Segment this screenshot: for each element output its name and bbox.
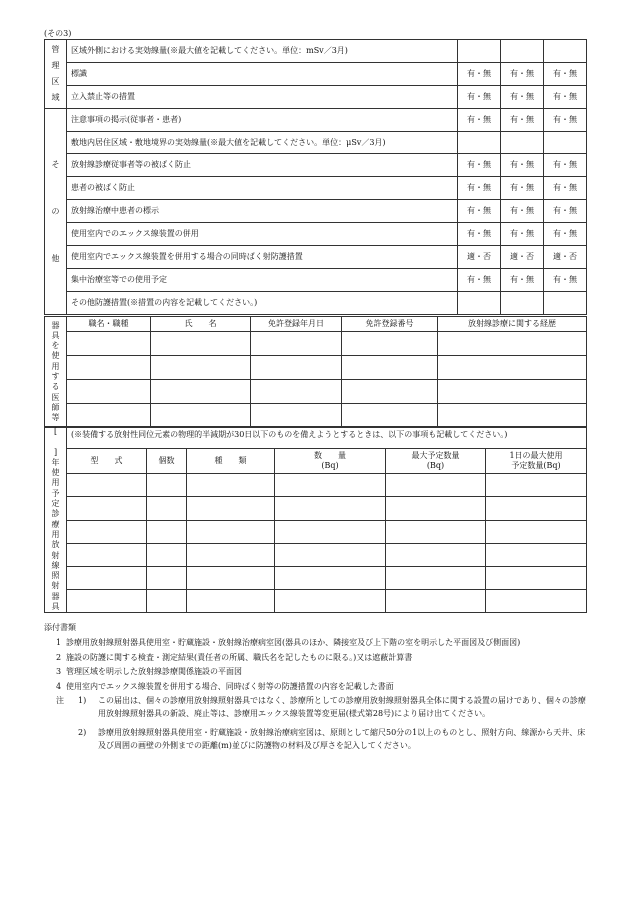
answer-cell[interactable]: 有・無 [458,62,501,85]
physician-number-cell[interactable] [342,404,438,428]
answer-cell[interactable]: 有・無 [544,108,587,131]
answer-cell[interactable]: 有・無 [458,177,501,200]
label-char: 器 [51,591,60,601]
label-char: 予 [51,488,60,498]
attachment-text: 診療用放射線照射器具使用室・貯蔵施設・放射線治療病室図(器具のほか、隣接室及び上下階の室を明示した平面図及び側面図) [66,638,521,647]
item-label: 注意事項の掲示(従事者・患者) [67,108,458,131]
device-cell[interactable] [187,543,275,566]
device-cell[interactable] [275,520,386,543]
label-char [45,437,66,447]
item-label: 区域外側における実効線量(※最大値を記載してください。単位：mSv／3月) [67,40,458,63]
answer-cell[interactable]: 有・無 [501,200,544,223]
label-char: 用 [51,529,60,539]
device-cell[interactable] [67,566,147,589]
item-label: 立入禁止等の措置 [67,85,458,108]
answer-cell[interactable]: 有・無 [501,85,544,108]
label-char: 射 [51,581,60,591]
note-item [44,695,589,720]
answer-cell[interactable] [501,291,544,314]
label-char: 用 [51,361,60,371]
physician-date-cell[interactable] [251,332,342,356]
device-cell[interactable] [187,497,275,520]
physician-number-cell[interactable] [342,356,438,380]
device-cell[interactable] [67,474,147,497]
answer-cell[interactable]: 有・無 [544,85,587,108]
answer-cell[interactable]: 有・無 [458,268,501,291]
label-char: 管 [51,45,60,55]
device-cell[interactable] [67,497,147,520]
item-label: 敷地内居住区域・敷地境界の実効線量(※最大値を記載してください。単位：μSv／3月) [67,131,458,154]
physician-career-cell[interactable] [438,356,587,380]
label-char: 定 [51,499,60,509]
physician-title-cell[interactable] [67,380,151,404]
label-char: 他 [51,253,60,263]
label-char: 照 [51,571,60,581]
answer-cell[interactable]: 有・無 [501,177,544,200]
device-cell[interactable] [147,566,187,589]
physician-name-cell[interactable] [151,404,251,428]
label-char: の [51,206,60,216]
device-cell[interactable] [147,474,187,497]
device-cell[interactable] [275,566,386,589]
physician-number-cell[interactable] [342,332,438,356]
attachment-text: 施設の防護に関する検査・測定結果(責任者の所属、職氏名を記したものに限る。)又は遮蔽計算書 [66,652,413,662]
answer-cell[interactable]: 適・否 [544,246,587,269]
attachment-item [44,681,589,694]
device-cell[interactable] [486,566,587,589]
label-char: 器 [51,320,60,330]
answer-cell[interactable] [458,40,501,63]
label-char: 放 [51,540,60,550]
device-cell[interactable] [386,566,486,589]
col-header-model: 型 式 [67,449,147,474]
device-cell[interactable] [67,543,147,566]
attachment-item [44,637,589,650]
device-cell[interactable] [486,497,587,520]
col-header-count: 個数 [147,449,187,474]
item-label: 患者の被ばく防止 [67,177,458,200]
device-cell[interactable] [386,474,486,497]
item-label: 放射線診療従事者等の被ばく防止 [67,154,458,177]
label-char: す [51,372,60,381]
answer-cell[interactable]: 有・無 [458,200,501,223]
answer-cell[interactable]: 有・無 [544,177,587,200]
answer-cell[interactable] [544,131,587,154]
device-cell[interactable] [486,590,587,613]
physician-date-cell[interactable] [251,356,342,380]
physician-date-cell[interactable] [251,404,342,428]
attachment-item [44,666,589,679]
label-char: 射 [51,550,60,560]
attachments-section [44,622,589,752]
attachment-item [44,652,589,665]
device-cell[interactable] [386,520,486,543]
device-cell[interactable] [187,566,275,589]
label-char: る [51,382,60,392]
answer-cell[interactable]: 有・無 [501,154,544,177]
label-char: 年 [51,457,60,467]
physician-title-cell[interactable] [67,332,151,356]
item-label: 使用室内でエックス線装置を併用する場合の同時ばく射防護措置 [67,246,458,269]
label-char: 域 [51,93,60,103]
physician-title-cell[interactable] [67,356,151,380]
answer-cell[interactable]: 有・無 [501,223,544,246]
device-schedule-table [44,426,587,613]
device-cell[interactable] [275,590,386,613]
physician-side-label [45,317,67,428]
col-header-title: 職名・職種 [67,317,151,332]
attachments-title: 添付書類 [44,623,76,632]
device-cell[interactable] [147,590,187,613]
answer-cell[interactable]: 有・無 [544,200,587,223]
label-char: [ [53,427,58,436]
physician-table [44,316,587,428]
col-header-license-number: 免許登録番号 [342,317,438,332]
other-measures-label [45,108,67,314]
label-char: 等 [51,413,60,423]
answer-cell[interactable] [458,291,501,314]
label-char: 線 [51,560,60,570]
label-char: そ [51,159,60,169]
answer-cell[interactable]: 適・否 [501,246,544,269]
note-text: この届出は、個々の診療用放射線照射器具ではなく、診療所としての診療用放射線照射器具全体に関する設置の届けであり、個々の診療用放射線照射器具の新設、廃止等は、診療用エックス線装置等変更届(様式第28号)により届け出てください。 [98,696,586,718]
device-cell[interactable] [386,543,486,566]
col-header-name: 氏 名 [151,317,251,332]
attachment-number: 1 [56,638,62,647]
note-number: 1) [78,696,87,705]
col-header-type: 種 類 [187,449,275,474]
answer-cell[interactable]: 有・無 [458,223,501,246]
answer-cell[interactable]: 有・無 [544,268,587,291]
item-label: 使用室内でのエックス線装置の併用 [67,223,458,246]
label-char: 区 [51,77,60,87]
attachment-text: 管理区域を明示した放射線診療関係施設の平面図 [66,667,242,676]
device-cell[interactable] [275,497,386,520]
physician-name-cell[interactable] [151,380,251,404]
device-cell[interactable] [275,543,386,566]
col-header-license-date: 免許登録年月日 [251,317,342,332]
col-header-quantity: 数 量 (Bq) [275,449,386,474]
radiation-control-table [44,39,587,315]
col-header-max-quantity: 最大予定数量 (Bq) [386,449,486,474]
attachment-number: 2 [56,652,62,662]
label-char: 師 [51,402,60,412]
answer-cell[interactable]: 有・無 [458,85,501,108]
half-life-note: (※装備する放射性同位元素の物理的半減期が30日以下のものを備えようとするときは、以下の事項も記載してください。) [67,427,587,449]
physician-career-cell[interactable] [438,332,587,356]
label-char: 具 [51,602,60,612]
item-label: 標識 [67,62,458,85]
attachment-text: 使用室内でエックス線装置を併用する場合、同時ばく射等の防護措置の内容を記載した書面 [66,681,394,691]
attachment-number: 4 [56,681,62,691]
device-cell[interactable] [147,520,187,543]
answer-cell[interactable]: 適・否 [458,246,501,269]
device-cell[interactable] [187,590,275,613]
label-char: 使 [51,468,60,478]
device-cell[interactable] [147,497,187,520]
answer-cell[interactable]: 有・無 [458,154,501,177]
note-number: 2) [78,728,87,737]
device-side-label [45,427,67,613]
physician-name-cell[interactable] [151,356,251,380]
label-char: 用 [51,478,60,488]
answer-cell[interactable] [458,131,501,154]
physician-career-cell[interactable] [438,380,587,404]
label-char: 使 [51,351,60,361]
attachment-number: 3 [56,667,62,676]
answer-cell[interactable]: 有・無 [501,108,544,131]
label-char: 療 [51,519,60,529]
col-header-career: 放射線診療に関する経歴 [438,317,587,332]
answer-cell[interactable] [544,291,587,314]
device-cell[interactable] [486,543,587,566]
device-cell[interactable] [187,474,275,497]
answer-cell[interactable]: 有・無 [544,223,587,246]
label-char: 診 [51,509,60,519]
page-header: (その3) [44,29,72,38]
note-item [44,727,589,752]
label-char: 具 [51,330,60,340]
physician-date-cell[interactable] [251,380,342,404]
device-cell[interactable] [187,520,275,543]
device-cell[interactable] [147,543,187,566]
answer-cell[interactable] [544,40,587,63]
answer-cell[interactable] [501,40,544,63]
item-label: その他防護措置(※措置の内容を記載してください。) [67,291,458,314]
device-cell[interactable] [486,474,587,497]
answer-cell[interactable]: 有・無 [501,268,544,291]
note-label: 注 [56,696,64,705]
label-char: ] [53,447,58,457]
item-label: 集中治療室等での使用予定 [67,268,458,291]
physician-number-cell[interactable] [342,380,438,404]
answer-cell[interactable]: 有・無 [501,62,544,85]
answer-cell[interactable] [501,131,544,154]
physician-title-cell[interactable] [67,404,151,428]
physician-career-cell[interactable] [438,404,587,428]
device-cell[interactable] [486,520,587,543]
device-cell[interactable] [386,497,486,520]
device-cell[interactable] [386,590,486,613]
label-char: 理 [51,61,60,71]
answer-cell[interactable]: 有・無 [544,62,587,85]
answer-cell[interactable]: 有・無 [458,108,501,131]
physician-name-cell[interactable] [151,332,251,356]
item-label: 放射線治療中患者の標示 [67,200,458,223]
device-cell[interactable] [67,590,147,613]
management-area-label [45,40,67,109]
label-char: 医 [51,392,60,402]
col-header-daily-max: 1日の最大使用 予定数量(Bq) [486,449,587,474]
device-cell[interactable] [67,520,147,543]
answer-cell[interactable]: 有・無 [544,154,587,177]
device-cell[interactable] [275,474,386,497]
label-char: を [51,341,60,351]
note-text: 診療用放射線照射器具使用室・貯蔵施設・放射線治療病室図は、原則として縮尺50分の1以上のものとし、照射方向、線源から天井、床及び周囲の画壁の外側までの距離(m)並びに防護物の材料及び厚さを記入してください。 [98,728,586,750]
